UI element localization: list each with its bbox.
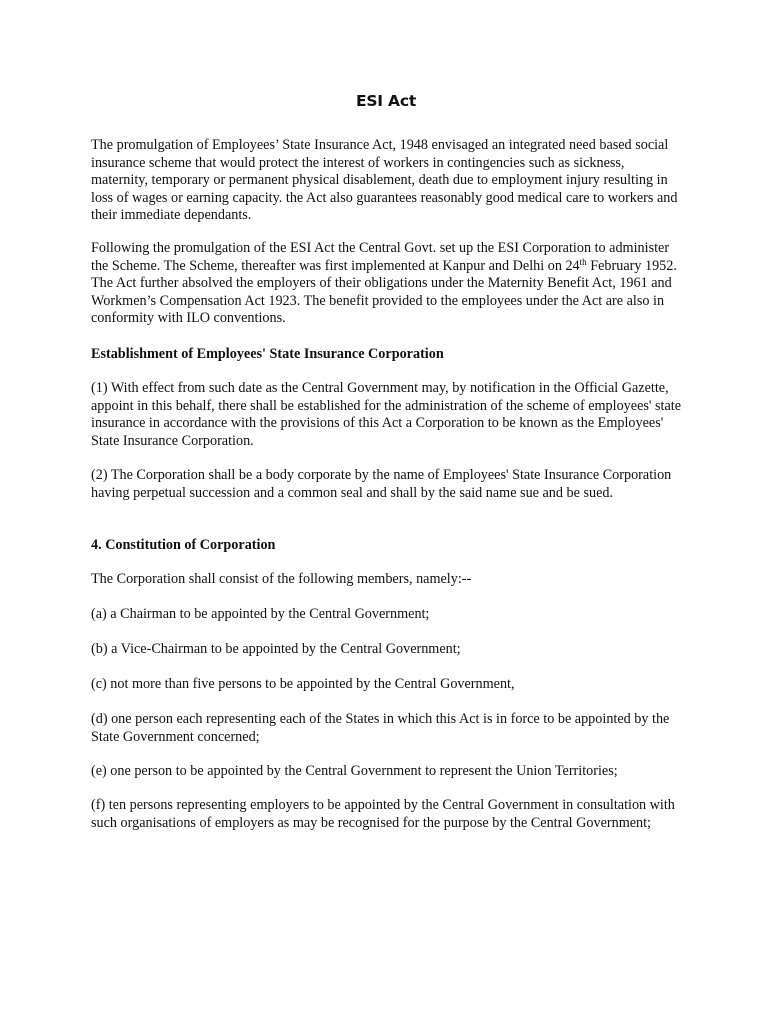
constitution-heading: 4. Constitution of Corporation	[91, 537, 276, 553]
member-item: (e) one person to be appointed by the Central Government to represent the Union Territories;	[91, 763, 618, 779]
member-item: (b) a Vice-Chairman to be appointed by the Central Government;	[91, 641, 461, 657]
member-item: (d) one person each representing each of the States in which this Act is in force to be appointed by the State Government concerned;	[91, 711, 670, 745]
constitution-intro: The Corporation shall consist of the following members, namely:--	[91, 571, 472, 587]
member-item: (c) not more than five persons to be appointed by the Central Government,	[91, 676, 515, 692]
member-item: (a) a Chairman to be appointed by the Central Government;	[91, 606, 430, 622]
date-ordinal-superscript: th	[579, 256, 587, 267]
member-item: (f) ten persons representing employers to be appointed by the Central Government in consultation with such organisations of employers as may be recognised for the purpose by the Central Government;	[91, 797, 675, 831]
document-title: ESI Act	[355, 92, 417, 110]
implementation-text-part2: February 1952. The Act further absolved the employers of their obligations under the Maternity Benefit Act, 1961 and Workmen’s Compensation Act 1923. The benefit provided to the employees under the Act are also in conformity with ILO conventions.	[91, 257, 677, 327]
establishment-clause-2: (2) The Corporation shall be a body corporate by the name of Employees' State Insurance Corporation having perpetual succession and a common seal and shall by the said name sue and be sued.	[91, 467, 672, 501]
establishment-clause-1: (1) With effect from such date as the Central Government may, by notification in the Official Gazette, appoint in this behalf, there shall be established for the administration of the scheme of employees' state insurance in accordance with the provisions of this Act a Corporation to be known as the Employees' State Insurance Corporation.	[91, 380, 681, 449]
establishment-heading: Establishment of Employees' State Insurance Corporation	[91, 346, 444, 362]
implementation-text-part1: Following the promulgation of the ESI Act the Central Govt. set up the ESI Corporation to administer the Scheme. The Scheme, thereafter was first implemented at Kanpur and Delhi on 24	[91, 240, 670, 274]
intro-paragraph: The promulgation of Employees’ State Insurance Act, 1948 envisaged an integrated need based social insurance scheme that would protect the interest of workers in contingencies such as sickness, maternity, temporary or permanent physical disablement, death due to employment injury resulting in loss of wages or earning capacity. the Act also guarantees reasonably good medical care to workers and their immediate dependants.	[91, 137, 678, 224]
implementation-paragraph	[91, 240, 681, 328]
